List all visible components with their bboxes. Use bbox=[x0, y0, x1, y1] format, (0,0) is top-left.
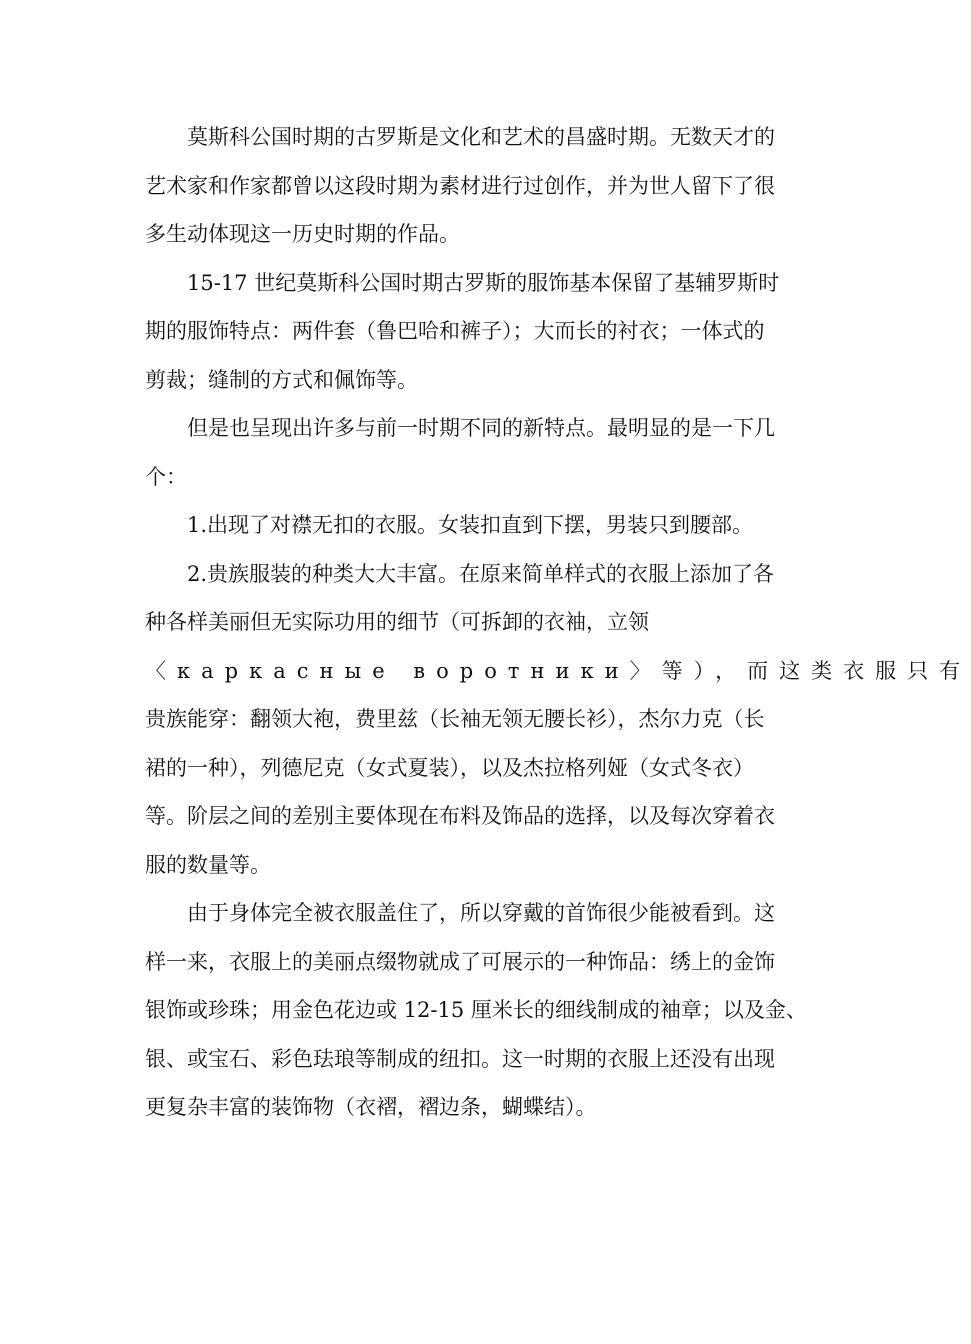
paragraph-line: 更复杂丰富的装饰物（衣褶，褶边条，蝴蝶结）。 bbox=[145, 1095, 597, 1119]
paragraph-line: 银饰或珍珠；用金色花边或 12-15 厘米长的细线制成的袖章；以及金、 bbox=[145, 998, 807, 1022]
document-body bbox=[145, 113, 971, 1132]
paragraph-line: 期的服饰特点：两件套（鲁巴哈和裤子）；大而长的衬衣；一体式的 bbox=[145, 319, 765, 343]
paragraph-line: 15-17 世纪莫斯科公国时期古罗斯的服饰基本保留了基辅罗斯时 bbox=[187, 270, 780, 295]
paragraph-item-1 bbox=[145, 501, 810, 550]
paragraph-features bbox=[145, 259, 810, 405]
paragraph-line: 莫斯科公国时期的古罗斯是文化和艺术的昌盛时期。无数天才的 bbox=[187, 125, 775, 149]
paragraph-line: 服的数量等。 bbox=[145, 852, 271, 877]
paragraph-line: 2.贵族服装的种类大大丰富。在原来简单样式的衣服上添加了各 bbox=[187, 561, 775, 586]
paragraph-line: 样一来，衣服上的美丽点缀物就成了可展示的一种饰品：绣上的金饰 bbox=[145, 949, 775, 974]
paragraph-line: 1.出现了对襟无扣的衣服。女装扣直到下摆，男装只到腰部。 bbox=[187, 513, 754, 537]
paragraph-line: 多生动体现这一历史时期的作品。 bbox=[145, 222, 460, 246]
paragraph-new-features bbox=[145, 404, 810, 501]
paragraph-ornaments bbox=[145, 889, 810, 1132]
paragraph-line: 个： bbox=[145, 464, 187, 489]
paragraph-item-2 bbox=[145, 550, 971, 890]
paragraph-line: 由于身体完全被衣服盖住了，所以穿戴的首饰很少能被看到。这 bbox=[187, 901, 775, 925]
paragraph-line: 银、或宝石、彩色珐琅等制成的纽扣。这一时期的衣服上还没有出现 bbox=[145, 1046, 775, 1071]
paragraph-line: 但是也呈现出许多与前一时期不同的新特点。最明显的是一下几 bbox=[187, 416, 775, 440]
paragraph-line: 贵族能穿：翻领大袍，费里兹（长袖无领无腰长衫），杰尔力克（长 bbox=[145, 707, 765, 731]
paragraph-line-russian: 〈каркасные воротники〉等），而这类衣服只有 bbox=[145, 658, 971, 683]
paragraph-line: 种各样美丽但无实际功用的细节（可拆卸的衣袖，立领 bbox=[145, 610, 649, 634]
paragraph-line: 等。阶层之间的差别主要体现在布料及饰品的选择，以及每次穿着衣 bbox=[145, 804, 775, 828]
paragraph-line: 艺术家和作家都曾以这段时期为素材进行过创作，并为世人留下了很 bbox=[145, 173, 775, 198]
paragraph-line: 裙的一种），列德尼克（女式夏装），以及杰拉格列娅（女式冬衣） bbox=[145, 755, 754, 780]
paragraph-line: 剪裁；缝制的方式和佩饰等。 bbox=[145, 367, 418, 392]
paragraph-intro bbox=[145, 113, 810, 259]
